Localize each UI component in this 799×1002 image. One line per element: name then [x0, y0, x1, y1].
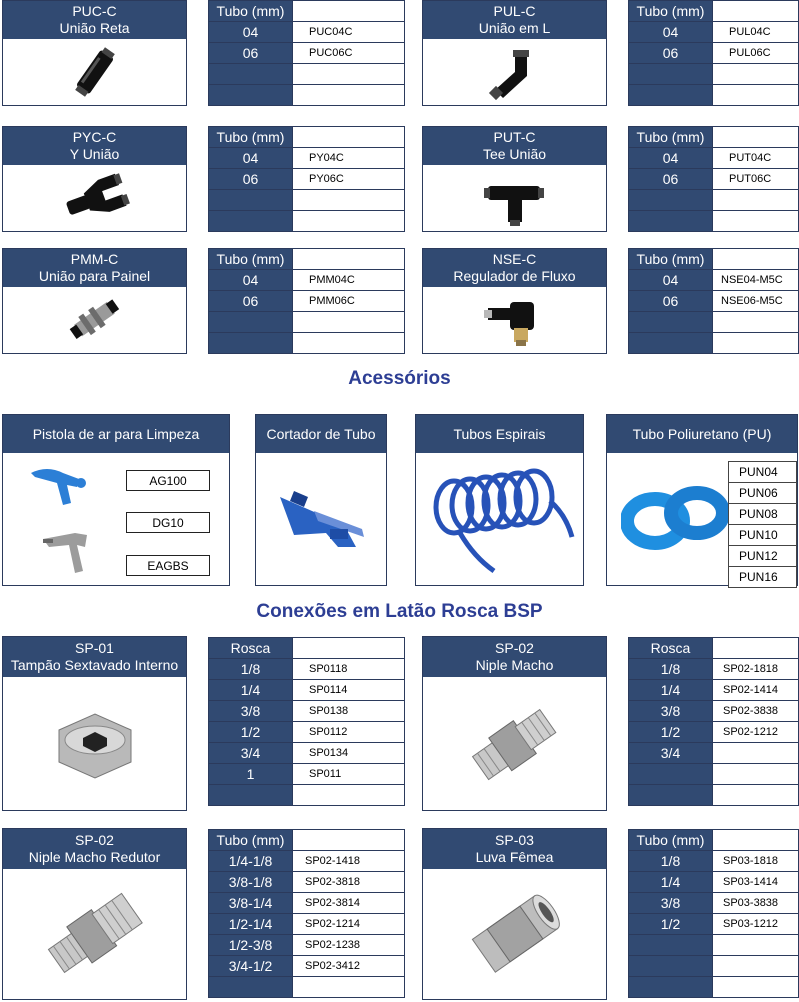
list-item: PUN10 — [729, 525, 797, 546]
panel-union-icon — [3, 287, 186, 353]
table-header: Tubo (mm) — [209, 830, 293, 851]
table-row: 1/2-1/4 SP02-1214 — [209, 914, 405, 935]
table-row — [209, 333, 405, 354]
table-row: 1/2 SP03-1212 — [629, 914, 799, 935]
list-item: PUN16 — [729, 567, 797, 588]
product-card-pul — [422, 0, 607, 106]
table-header: Tubo (mm) — [209, 1, 293, 22]
tube-cutter-icon — [274, 477, 370, 557]
table-row: 3/4 SP0134 — [209, 743, 405, 764]
card-header — [3, 1, 186, 39]
y-union-icon — [3, 165, 186, 231]
table-row — [629, 977, 799, 998]
table-row — [629, 312, 799, 333]
table-row: 06 PUC06C — [209, 43, 405, 64]
table-row: 3/8 SP03-3838 — [629, 893, 799, 914]
card-header — [3, 829, 186, 869]
code-dg10: DG10 — [126, 512, 210, 533]
table-row: 3/8 SP02-3838 — [629, 701, 799, 722]
accessory-cutter — [255, 414, 387, 586]
table-row — [209, 977, 405, 998]
spiral-tube-icon — [424, 467, 576, 577]
list-item: PUN06 — [729, 483, 797, 504]
table-row: 04 PUL04C — [629, 22, 799, 43]
table-row: 3/8-1/8 SP02-3818 — [209, 872, 405, 893]
product-card-sp02 — [422, 636, 607, 811]
product-name: Luva Fêmea — [475, 849, 554, 865]
accessory-air-gun — [2, 414, 230, 586]
accessory-title: Pistola de ar para Limpeza — [3, 415, 229, 453]
pu-tube-coil-icon — [621, 483, 731, 553]
card-header — [423, 637, 606, 677]
elbow-union-icon — [423, 39, 606, 105]
table-header: Rosca — [629, 638, 713, 659]
product-card-puc — [2, 0, 187, 106]
table-row: 06 PY06C — [209, 169, 405, 190]
product-card-pmm — [2, 248, 187, 354]
reducing-nipple-icon — [3, 869, 186, 999]
table-row — [209, 64, 405, 85]
spec-table-sp01 — [208, 637, 405, 806]
table-row: 3/8-1/4 SP02-3814 — [209, 893, 405, 914]
list-item: PUN12 — [729, 546, 797, 567]
product-name: Regulador de Fluxo — [453, 268, 576, 284]
product-code: PUC-C — [72, 3, 117, 19]
product-name: União Reta — [59, 20, 130, 36]
table-row: 1/8 SP0118 — [209, 659, 405, 680]
accessory-spiral — [415, 414, 584, 586]
table-row: 06 PUT06C — [629, 169, 799, 190]
table-row — [629, 785, 799, 806]
spec-table-pmm — [208, 248, 405, 354]
product-name: Y União — [69, 146, 120, 162]
table-row: 04 PY04C — [209, 148, 405, 169]
tee-union-icon — [423, 165, 606, 231]
table-row: 1/2 SP02-1212 — [629, 722, 799, 743]
list-item: PUN08 — [729, 504, 797, 525]
table-row: 1 SP011 — [209, 764, 405, 785]
product-code: PUL-C — [493, 3, 536, 19]
product-code: SP-01 — [75, 640, 114, 656]
table-header: Tubo (mm) — [629, 127, 713, 148]
spec-table-sp02-reducer — [208, 829, 405, 998]
product-code: SP-03 — [495, 832, 534, 848]
product-code: SP-02 — [75, 832, 114, 848]
table-row: 06 PMM06C — [209, 291, 405, 312]
table-header: Tubo (mm) — [629, 1, 713, 22]
table-row — [629, 85, 799, 106]
accessory-title: Tubos Espirais — [416, 415, 583, 453]
spec-table-sp03 — [628, 829, 799, 998]
table-row: 1/2-3/8 SP02-1238 — [209, 935, 405, 956]
table-row — [209, 85, 405, 106]
table-row — [629, 956, 799, 977]
table-row: 04 PUC04C — [209, 22, 405, 43]
table-row — [629, 64, 799, 85]
card-header — [423, 1, 606, 39]
product-card-sp03 — [422, 828, 607, 1000]
flow-regulator-icon — [423, 287, 606, 353]
list-item: PUN04 — [729, 462, 797, 483]
hex-plug-icon — [3, 677, 186, 810]
male-nipple-icon — [423, 677, 606, 810]
card-header — [3, 637, 186, 677]
spec-table-sp02 — [628, 637, 799, 806]
table-row: 04 NSE04-M5C — [629, 270, 799, 291]
product-name: Niple Macho Redutor — [28, 849, 161, 865]
code-ag100: AG100 — [126, 470, 210, 491]
spec-table-put — [628, 126, 799, 232]
table-row: 04 PUT04C — [629, 148, 799, 169]
product-code: PUT-C — [493, 129, 536, 145]
product-card-put — [422, 126, 607, 232]
section-title-brass: Conexões em Latão Rosca BSP — [256, 601, 543, 622]
product-name: União para Painel — [38, 268, 151, 284]
table-row: 06 NSE06-M5C — [629, 291, 799, 312]
card-header — [423, 127, 606, 165]
accessory-title: Cortador de Tubo — [256, 415, 386, 453]
section-title-accessories: Acessórios — [348, 368, 451, 389]
table-header: Tubo (mm) — [629, 830, 713, 851]
product-name: Tampão Sextavado Interno — [10, 657, 179, 673]
table-row: 1/4-1/8 SP02-1418 — [209, 851, 405, 872]
table-header: Tubo (mm) — [209, 249, 293, 270]
table-row — [629, 333, 799, 354]
table-row: 3/4-1/2 SP02-3412 — [209, 956, 405, 977]
spec-table-nse — [628, 248, 799, 354]
table-row — [209, 211, 405, 232]
table-row: 1/8 SP03-1818 — [629, 851, 799, 872]
table-row: 1/4 SP02-1414 — [629, 680, 799, 701]
product-card-sp02-reducer — [2, 828, 187, 1000]
code-eagbs: EAGBS — [126, 555, 210, 576]
accessory-title: Tubo Poliuretano (PU) — [607, 415, 797, 453]
product-code: PMM-C — [70, 251, 119, 267]
table-row: 1/4 SP03-1414 — [629, 872, 799, 893]
table-row — [209, 785, 405, 806]
product-name: União em L — [478, 20, 551, 36]
card-header — [423, 249, 606, 287]
table-header: Rosca — [209, 638, 293, 659]
table-row — [629, 935, 799, 956]
table-row — [629, 190, 799, 211]
product-code: SP-02 — [495, 640, 534, 656]
table-row: 3/8 SP0138 — [209, 701, 405, 722]
product-code: PYC-C — [72, 129, 117, 145]
spec-table-pul — [628, 0, 799, 106]
product-name: Tee União — [482, 146, 547, 162]
table-row: 04 PMM04C — [209, 270, 405, 291]
table-row — [209, 312, 405, 333]
table-row: 3/4 — [629, 743, 799, 764]
air-gun-blue-icon — [27, 461, 97, 511]
table-row — [209, 190, 405, 211]
straight-union-icon — [3, 39, 186, 105]
spec-table-pyc — [208, 126, 405, 232]
table-row — [629, 211, 799, 232]
spec-table-puc — [208, 0, 405, 106]
card-header — [423, 829, 606, 869]
table-header: Tubo (mm) — [629, 249, 713, 270]
card-header — [3, 249, 186, 287]
product-card-nse — [422, 248, 607, 354]
product-card-sp01 — [2, 636, 187, 811]
table-row: 1/2 SP0112 — [209, 722, 405, 743]
card-header — [3, 127, 186, 165]
product-code: NSE-C — [492, 251, 537, 267]
table-row: 1/4 SP0114 — [209, 680, 405, 701]
pu-tube-code-list — [728, 461, 797, 588]
air-gun-metal-icon — [39, 525, 109, 577]
accessory-pu-tube — [606, 414, 798, 586]
female-coupling-icon — [423, 869, 606, 999]
table-header: Tubo (mm) — [209, 127, 293, 148]
table-row — [629, 764, 799, 785]
table-row: 1/8 SP02-1818 — [629, 659, 799, 680]
product-name: Niple Macho — [475, 657, 554, 673]
table-row: 06 PUL06C — [629, 43, 799, 64]
product-card-pyc — [2, 126, 187, 232]
